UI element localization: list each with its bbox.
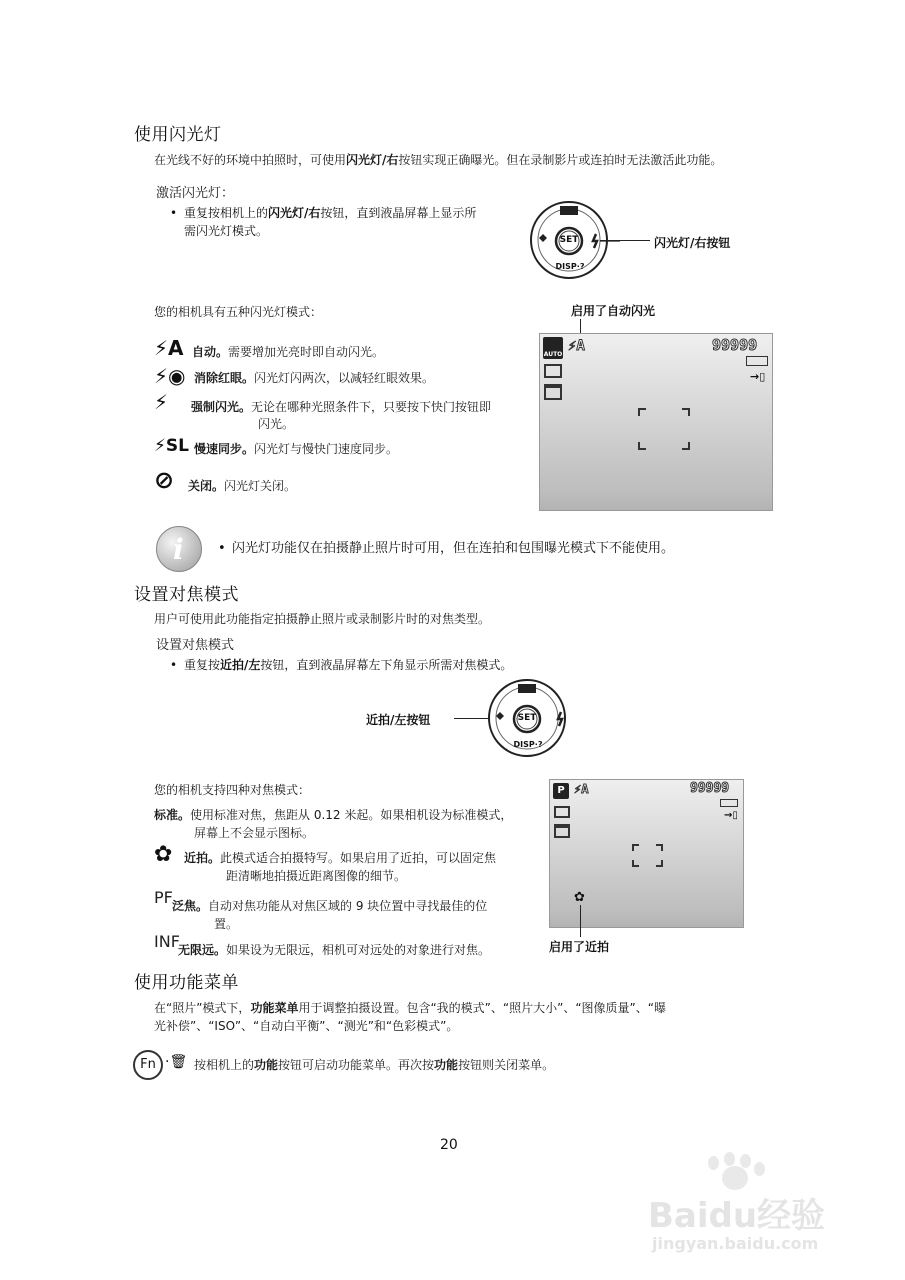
flash-slow-sync-desc: 闪光灯与慢快门速度同步。 (254, 442, 399, 456)
lcd2-bracket-tr (656, 844, 663, 851)
focus-bracket-br (682, 442, 690, 450)
flash-forced-desc2: 闪光。 (258, 417, 295, 431)
focus-bracket-bl (638, 442, 646, 450)
flash-intro-prefix: 在光线不好的环境中拍照时，可使用 (154, 153, 347, 167)
activate-line2: 需闪光灯模式。 (184, 224, 269, 238)
memory-icon: →▯ (750, 370, 766, 383)
lcd-shot-counter: 99999 (712, 336, 758, 354)
fn-instruction (194, 1056, 554, 1074)
set-focus-bold: 近拍/左 (220, 658, 261, 672)
battery-icon (746, 356, 768, 366)
focus-pan-desc: 自动对焦功能从对焦区域的 9 块位置中寻找最佳的位 (208, 899, 488, 913)
focus-standard-desc2: 屏幕上不会显示图标。 (194, 826, 315, 840)
flash-modes-heading: 您的相机具有五种闪光灯模式： (154, 305, 323, 319)
lcd-screen-flash (539, 333, 773, 511)
activate-flash-bullet (184, 204, 534, 240)
focus-macro-name: 近拍。 (184, 851, 221, 865)
focus-macro-desc: 此模式适合拍摄特写。如果启用了近拍，可以固定焦 (220, 851, 497, 865)
fn-mid: 按钮可启动功能菜单。再次按 (278, 1058, 435, 1072)
set-focus-bullet (184, 656, 744, 674)
macro-icon: ✿ (154, 842, 173, 867)
fm-intro-prefix: 在“照片”模式下， (154, 1001, 251, 1015)
focus-standard-name: 标准。 (154, 808, 191, 822)
flash-off-icon: ⊘ (154, 466, 175, 494)
lcd2-quality-icon (554, 824, 570, 838)
flash-redeye-name: 消除红眼。 (194, 371, 255, 385)
trash-icon: ·🗑 (165, 1054, 188, 1070)
flash-auto-desc: 需要增加光亮时即自动闪光。 (228, 345, 385, 359)
fm-intro-bold: 功能菜单 (250, 1001, 299, 1015)
flash-redeye-icon: ⚡◉ (154, 364, 186, 388)
section-title-flash: 使用闪光灯 (134, 125, 222, 145)
focus-bracket-tl (638, 408, 646, 416)
flash-slow-sync-icon: ⚡SL (154, 436, 190, 456)
macro-callout-line (580, 905, 581, 937)
flash-off-name: 关闭。 (188, 479, 225, 493)
fm-intro-line2: 光补偿”、“ISO”、“自动白平衡”、“测光”和“色彩模式”。 (154, 1019, 459, 1033)
activate-bold: 闪光灯/右 (268, 206, 321, 220)
fm-intro-suffix: 用于调整拍摄设置。包含“我的模式”、“照片大小”、“图像质量”、“曝 (298, 1001, 666, 1015)
dial-disp-label-2: DISP·? (513, 740, 543, 749)
activate-flash-heading: 激活闪光灯： (156, 186, 235, 201)
fn-suffix: 按钮则关闭菜单。 (458, 1058, 555, 1072)
fn-prefix: 按相机上的 (194, 1058, 255, 1072)
section-title-focus: 设置对焦模式 (134, 585, 239, 605)
flash-forced-desc: 无论在哪种光照条件下，只要按下快门按钮即 (251, 400, 492, 414)
focus-pan-desc2: 置。 (214, 917, 239, 931)
flash-intro-bold: 闪光灯/右 (346, 153, 399, 167)
auto-flash-callout: 启用了自动闪光 (571, 304, 656, 318)
info-letter-icon: i (173, 533, 184, 566)
set-focus-suffix: 按钮，直到液晶屏幕左下角显示所需对焦模式。 (260, 658, 513, 672)
flash-off-desc: 闪光灯关闭。 (224, 479, 297, 493)
focus-modes-heading: 您的相机支持四种对焦模式： (154, 783, 311, 797)
focus-intro: 用户可使用此功能指定拍摄静止照片或录制影片时的对焦类型。 (154, 612, 491, 626)
flash-auto-icon: ⚡A (154, 336, 184, 360)
flash-intro-suffix: 按钮实现正确曝光。但在录制影片或连拍时无法激活此功能。 (398, 153, 723, 167)
flash-slow-sync-name: 慢速同步。 (194, 442, 255, 456)
fn-bold-1: 功能 (254, 1058, 279, 1072)
camera-dial-macro (486, 678, 576, 758)
activate-suffix: 按钮，直到液晶屏幕上显示所 (320, 206, 477, 220)
flash-forced-name: 强制闪光。 (191, 400, 252, 414)
focus-macro-desc2: 距清晰地拍摄近距离图像的细节。 (226, 869, 407, 883)
focus-standard-desc: 使用标准对焦，焦距从 0.12 米起。如果相机设为标准模式， (190, 808, 513, 822)
lcd2-macro-icon: ✿ (574, 890, 585, 905)
lcd2-shot-counter: 99999 (690, 781, 730, 796)
baidu-watermark (640, 1152, 860, 1262)
dial-set-label-2: SET (517, 713, 537, 723)
flash-button-callout-line (600, 240, 650, 241)
lcd2-bracket-bl (632, 860, 639, 867)
focus-infinity-name: 无限远。 (178, 943, 227, 957)
flash-button-callout: 闪光灯/右按钮 (654, 236, 731, 250)
section-title-function-menu: 使用功能菜单 (134, 973, 239, 993)
focus-pan-name: 泛焦。 (172, 899, 209, 913)
dial-set-label: SET (559, 235, 579, 245)
flash-intro (154, 151, 814, 169)
pan-focus-icon: PF (154, 888, 173, 907)
activate-prefix: 重复按相机上的 (184, 206, 269, 220)
watermark-brand: Baidu经验 (648, 1196, 826, 1236)
quality-icon (544, 384, 562, 400)
set-focus-heading: 设置对焦模式 (156, 638, 235, 653)
fn-button-icon: Fn (133, 1050, 163, 1080)
focus-bracket-tr (682, 408, 690, 416)
lcd2-bracket-tl (632, 844, 639, 851)
lcd2-bracket-br (656, 860, 663, 867)
program-mode-icon: P (553, 783, 569, 799)
focus-infinity-desc: 如果设为无限远，相机可对远处的对象进行对焦。 (226, 943, 491, 957)
lcd2-flash-indicator: ⚡A (574, 782, 589, 796)
function-menu-intro (154, 999, 794, 1035)
macro-enabled-callout: 启用了近拍 (549, 940, 610, 954)
lcd-flash-indicator: ⚡A (568, 338, 585, 354)
watermark-url: jingyan.baidu.com (652, 1234, 819, 1253)
lcd-mode-label: AUTO (543, 351, 563, 358)
fn-bold-2: 功能 (434, 1058, 459, 1072)
image-size-icon (544, 364, 562, 378)
macro-button-callout: 近拍/左按钮 (366, 713, 431, 727)
lcd2-memory-icon: →▯ (724, 810, 738, 821)
flash-forced-icon: ⚡ (154, 390, 169, 414)
page-number: 20 (440, 1137, 458, 1153)
info-note-icon (156, 526, 202, 572)
lcd-screen-macro (549, 779, 744, 928)
flash-redeye-desc: 闪光灯闪两次，以减轻红眼效果。 (254, 371, 435, 385)
set-focus-prefix: 重复按 (184, 658, 221, 672)
flash-auto-name: 自动。 (192, 345, 229, 359)
lcd2-battery-icon (720, 799, 738, 807)
flash-note: • 闪光灯功能仅在拍摄静止照片时可用，但在连拍和包围曝光模式下不能使用。 (232, 540, 792, 558)
lcd2-image-size-icon (554, 806, 570, 818)
dial-disp-label: DISP·? (555, 262, 585, 271)
infinity-focus-icon: INF (154, 932, 180, 951)
paw-logo-icon (700, 1152, 770, 1192)
